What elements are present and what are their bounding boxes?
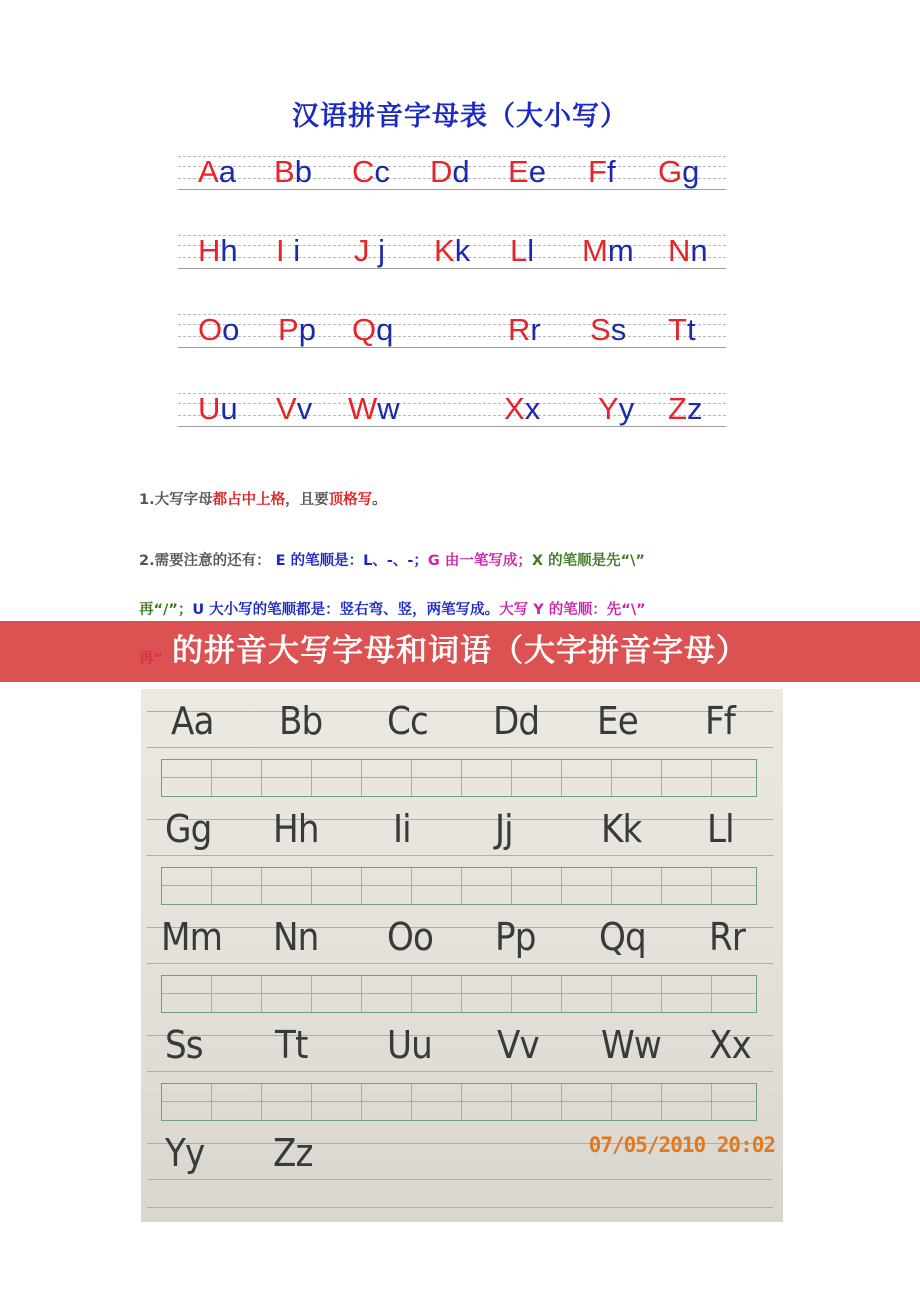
handwritten-pair: Oo (387, 915, 434, 959)
handwritten-pair: Ww (601, 1023, 661, 1067)
handwritten-pair: Ll (707, 807, 734, 851)
note-2: 2.需要注意的还有： E 的笔顺是：L、-、-；G 由一笔写成；X 的笔顺是先“\” (139, 553, 645, 569)
handwritten-pair: Dd (493, 699, 540, 743)
letter-pair: Vv (276, 391, 313, 426)
photo-row (141, 797, 783, 905)
page-title: 汉语拼音字母表（大小写） (292, 101, 628, 132)
handwritten-pair: Vv (497, 1023, 539, 1067)
handwritten-pair: Bb (279, 699, 323, 743)
alphabet-row (178, 148, 726, 227)
alphabet-row (178, 227, 726, 306)
note-3: 再“/”；U 大小写的笔顺都是：竖右弯、竖，两笔写成。大写 Y 的笔顺：先“\” (139, 602, 646, 618)
photo-row (141, 1013, 783, 1121)
letter-pair: Pp (278, 312, 316, 347)
handwritten-pair: Ff (705, 699, 735, 743)
alphabet-row (178, 385, 726, 464)
letter-pair: Qq (352, 312, 394, 347)
handwritten-pair: Hh (273, 807, 319, 851)
handwritten-pair: Ii (393, 807, 411, 851)
pinyin-alphabet-chart (178, 148, 726, 464)
photo-row (141, 905, 783, 1013)
title-banner: 的拼音大写字母和词语（大字拼音字母） (0, 621, 920, 682)
letter-pair: J j (354, 233, 386, 268)
letter-pair: Yy (598, 391, 635, 426)
handwritten-pair: Jj (495, 807, 513, 851)
letter-pair: Ee (508, 154, 546, 189)
handwritten-pair: Xx (709, 1023, 751, 1067)
note-1: 1.大写字母都占中上格，且要顶格写。 (139, 492, 387, 508)
handwritten-pair: Tt (275, 1023, 308, 1067)
letter-pair: Tt (668, 312, 696, 347)
handwritten-pair: Ee (597, 699, 638, 743)
letter-pair: Aa (198, 154, 236, 189)
letter-pair: I i (276, 233, 301, 268)
handwritten-pair: Uu (387, 1023, 432, 1067)
letter-pair: Cc (352, 154, 390, 189)
handwritten-pair: Rr (709, 915, 746, 959)
letter-pair: Zz (668, 391, 703, 426)
handwritten-pair: Pp (495, 915, 536, 959)
letter-pair: Ww (348, 391, 400, 426)
handwritten-pair: Cc (387, 699, 428, 743)
letter-pair: Gg (658, 154, 700, 189)
handwritten-pair: Qq (599, 915, 646, 959)
handwritten-pair: Mm (161, 915, 223, 959)
letter-pair: Ll (510, 233, 535, 268)
handwritten-pair: Zz (273, 1131, 313, 1175)
letter-pair: Ss (590, 312, 627, 347)
letter-pair: Xx (504, 391, 541, 426)
alphabet-row (178, 306, 726, 385)
handwritten-pair: Gg (165, 807, 212, 851)
handwriting-photo (141, 689, 783, 1222)
letter-pair: Nn (668, 233, 708, 268)
photo-row (141, 689, 783, 797)
handwritten-pair: Aa (171, 699, 214, 743)
letter-pair: Bb (274, 154, 312, 189)
letter-pair: Kk (434, 233, 471, 268)
photo-timestamp: 07/05/2010 20:02 (588, 1133, 775, 1157)
letter-pair: Dd (430, 154, 470, 189)
letter-pair: Ff (588, 154, 616, 189)
letter-pair: Oo (198, 312, 240, 347)
letter-pair: Uu (198, 391, 238, 426)
handwritten-pair: Kk (601, 807, 642, 851)
letter-pair: Hh (198, 233, 238, 268)
handwritten-pair: Nn (273, 915, 319, 959)
letter-pair: Mm (582, 233, 634, 268)
letter-pair: Rr (508, 312, 541, 347)
handwritten-pair: Yy (165, 1131, 205, 1175)
handwritten-pair: Ss (165, 1023, 203, 1067)
